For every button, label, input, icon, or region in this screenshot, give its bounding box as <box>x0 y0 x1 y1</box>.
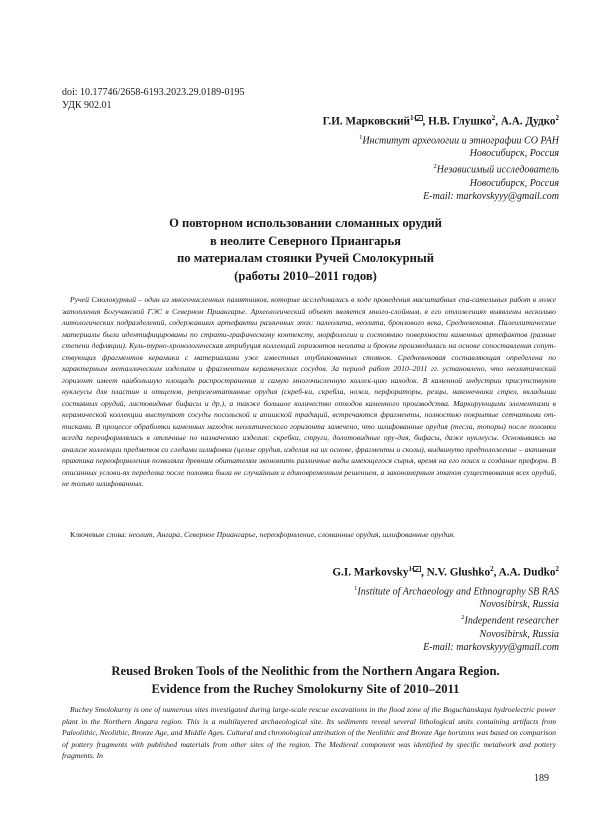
abstract-line: materials from other sites of the region. The Medieval component was identified by specific metalwork and pottery fragments. In <box>62 739 556 760</box>
abstract-line: турно-хронологическая атрибуция коллекций горизонтов неолита и бронзы производилась на основе сопоставления сопут- <box>146 341 556 350</box>
author-affil-marker: 2 <box>490 565 494 573</box>
title-line: по материалам стоянки Ручей Смолокурный <box>177 251 434 266</box>
affiliation-text: Новосибирск, Россия <box>469 177 559 189</box>
author-name: Н.В. Глушко <box>428 115 492 128</box>
envelope-icon[interactable] <box>413 566 421 572</box>
author-affil-marker: 2 <box>491 114 496 122</box>
abstract-line: Ручей Смолокурный – один из многочисленных памятников, которые исследовались в ходе проведения масштабных спа- <box>70 295 473 304</box>
abstract-line: сательных работ в ложе затопления Богучанской ГЭС в Северном Приангарье. Археологический объект является много- <box>62 295 557 316</box>
abstract-line: ствующих фрагментов керамики с материалами уже известных опубликованных стоянок. Средневековая составляющая <box>62 352 501 362</box>
abstract-line: ки, скребла, ножи, перфораторы, резцы, наконечники стрел, вкладыши составных орудий, листовидные бифасы и др.), <box>62 387 557 408</box>
abstract-line: обитателям экономить различные виды имеющегося сырья, время на его поиск и создание преформ. В описанных услови- <box>62 456 556 477</box>
affiliation-text: Независимый исследователь <box>436 164 559 176</box>
affiliation-line <box>359 177 559 190</box>
affiliation-text: Новосибирск, Россия <box>469 148 559 160</box>
abstract-line: reveal several lithological units containing artifacts from Paleolithic, Neolithic, Bronze Age, and Middle Ages. Cultural and <box>62 716 557 737</box>
abstract-line: Boguchanskaya hydroelectric power plant in the Northern Angara region. This is a multilayered archaeological site. Its sediments <box>62 705 557 726</box>
title-line: Evidence from the Ruchey Smolokurny Site of 2010–2011 <box>151 681 460 696</box>
affiliation-line[interactable] <box>354 641 559 654</box>
abstract-line: дия, бифасы, даже нуклеусы. Основываясь на анализе коллекции предметов со следами шлифовки (целые орудия, изделия <box>62 433 557 454</box>
abstract-line: определена по характерным металлическим изделиям и фрагментам керамических сосудов. За период работ 2010–2011 гг. <box>62 352 556 373</box>
abstract-line: графическому контексту, морфологии и состоянию поверхности каменных артефактов (разные степени дефляции). Куль- <box>62 329 556 350</box>
article-title-ru <box>60 215 551 285</box>
affiliation-marker: 2 <box>461 614 465 622</box>
keywords-text: неолит, Ангара, Северное Приангарье, переоформление, сломанные орудия, шлифованные орудия. <box>128 530 456 539</box>
author-name: Г.И. Марковский <box>322 115 410 128</box>
author-name: G.I. Markovsky <box>332 566 409 579</box>
title-line: в неолите Северного Приангарья <box>210 233 401 248</box>
abstract-line: установлено, что неолитический горизонт имеет наибольшую площадь распространения и самую многочисленную коллек- <box>62 364 556 385</box>
abstract-en <box>62 704 556 762</box>
author-affil-marker: 1 <box>410 114 414 122</box>
affiliation-line[interactable] <box>359 190 559 203</box>
author-affil-marker: 2 <box>555 565 559 573</box>
author-affil-marker: 1 <box>408 565 412 573</box>
affiliation-text: Independent researcher <box>464 615 559 627</box>
affiliation-line <box>359 147 559 160</box>
affiliation-marker: 2 <box>433 163 437 171</box>
abstract-line: на их основе, фрагменты и сколы), выдвинуто предположение – активная практика переоформления позволяла древним <box>62 444 556 465</box>
article-title-en <box>60 663 551 698</box>
affiliations-ru <box>359 131 559 203</box>
affiliation-text: Институт археологии и этнографии СО РАН <box>362 135 559 147</box>
abstract-line: тисками. В процессе обработки каменных находок неолитического горизонта замечено, что шлифованные орудия (тесла, <box>62 421 475 431</box>
abstract-line: а также большое количество отходов каменного производства. Маркирующими элементами в керамической коллекции <box>62 398 556 419</box>
abstract-line: Ruchey Smolokurny is one of numerous sites investigated during large-scale rescue excavations in the flood zone of the <box>70 705 441 714</box>
author-name: А.А. Дудко <box>500 115 556 128</box>
affiliation-line <box>359 160 559 176</box>
affiliations-en <box>354 582 559 654</box>
abstract-line: выступают сосуды посольской и апишской традиций, встречаются фрагменты, полностью покрытые сетчатыми от- <box>145 410 556 419</box>
title-line: Reused Broken Tools of the Neolithic from the Northern Angara Region. <box>111 664 500 678</box>
author-separator: , <box>421 566 427 579</box>
affiliation-text: Institute of Archaeology and Ethnography SB RAS <box>357 586 559 598</box>
affiliation-line <box>354 598 559 611</box>
affiliation-marker: 1 <box>359 134 363 141</box>
author-separator: , <box>495 115 501 128</box>
abstract-line: палеолита, неолита, бронзового века, Средневековья. Палеолитические материалы были идентифицированы по страти- <box>62 318 556 339</box>
abstract-line: chronological attribution of the Neolithic and Bronze Age horizons was based on comparison of pottery fragments with published <box>62 728 557 749</box>
author-name: N.V. Glushko <box>426 566 491 579</box>
affiliation-line <box>354 611 559 627</box>
title-line: (работы 2010–2011 годов) <box>234 268 377 283</box>
title-line: О повторном использовании сломанных орудий <box>169 216 442 230</box>
udk-line: УДК 902.01 <box>62 100 112 111</box>
author-separator: , <box>422 115 429 128</box>
affiliation-line <box>354 628 559 641</box>
abstract-line: орудий, не только шлифованных. <box>62 467 556 488</box>
authors-en <box>332 565 559 579</box>
abstract-ru <box>62 294 556 490</box>
affiliation-line <box>359 131 559 147</box>
abstract-line: цию находок. В каменной индустрии присутствуют нуклеусы для пластин и отщепов, репрезентативные орудия (скреб- <box>62 375 556 396</box>
affiliation-text: Novosibirsk, Russia <box>479 599 559 611</box>
author-affil-marker: 2 <box>555 114 559 122</box>
abstract-line: ях переделка после поломки была не случайным и единовременным решением, а закономерным этапом существования всех <box>122 467 530 477</box>
abstract-line: топоры) после поломки всегда переоформлялись в отличные по назначению изделия: скребки, струги, долотовидные ору- <box>62 421 556 442</box>
keywords-ru <box>70 529 556 540</box>
affiliation-line <box>354 582 559 598</box>
doi-line[interactable]: doi: 10.17746/2658-6193.2023.29.0189-0195 <box>62 87 245 98</box>
author-name: A.A. Dudko <box>498 566 556 579</box>
affiliation-text: E-mail: markovskyyy@gmail.com <box>423 190 559 202</box>
envelope-icon[interactable] <box>415 115 423 121</box>
abstract-line: слойным, в его отложениях выявлены несколько литологических подразделений, содержавших артефакты различных эпох: <box>62 306 556 327</box>
affiliation-marker: 1 <box>354 585 358 592</box>
affiliation-text: E-mail: markovskyyy@gmail.com <box>423 641 559 653</box>
page-number: 189 <box>534 773 549 784</box>
author-separator: , <box>493 566 499 579</box>
authors-ru <box>323 114 559 128</box>
affiliation-text: Novosibirsk, Russia <box>479 628 559 640</box>
keywords-label: Ключевые слова: <box>70 530 129 539</box>
